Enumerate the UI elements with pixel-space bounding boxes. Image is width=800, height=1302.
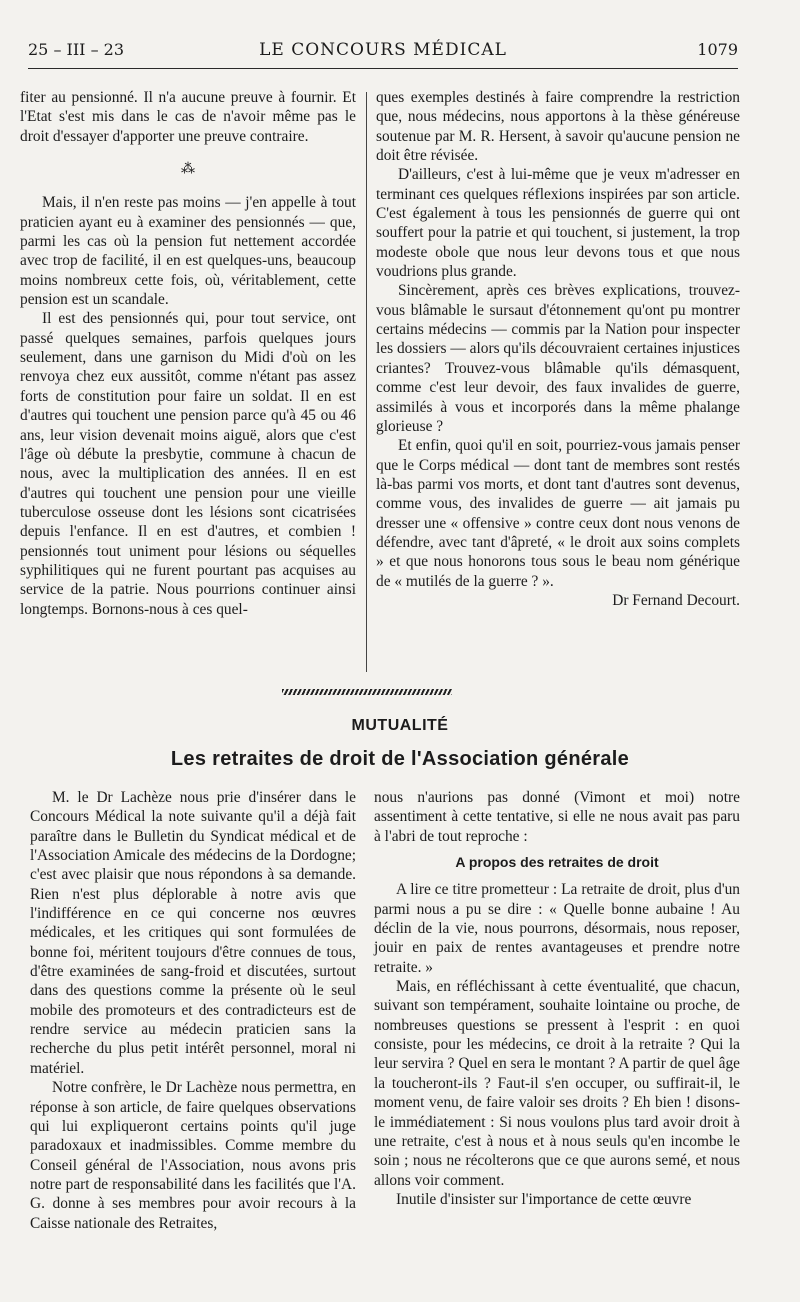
column-bottom-left <box>30 788 356 1233</box>
column-divider <box>366 92 367 672</box>
paragraph: Et enfin, quoi qu'il en soit, pourriez-vous jamais penser que le Corps médical — dont tant de membres sont restés là-bas parmi vos morts, et dont tant d'autres sont devenus, comme vous, des invalides de guerre — ait jamais pu dresser une « offensive » contre ceux dont nous venons de défendre, avec tant d'âpreté, « le droit aux soins complets » et que nous honorons tous sous le beau nom générique de « mutilés de la guerre ? ». <box>376 437 740 590</box>
page-number: 1079 <box>697 40 738 59</box>
column-bottom-right <box>374 788 740 1209</box>
paragraph: M. le Dr Lachèze nous prie d'insérer dans le Concours Médical la note suivante qu'il a déjà fait paraître dans le Bulletin du Syndicat médical et de l'Association Amicale des médecins de la Dordogne; c'est avec plaisir que nous répondons à sa demande. Rien n'est plus déplorable à notre avis que l'indifférence en ce qui concerne nos œuvres médicales, et les critiques qui sont formulées de bonne foi, méritent toujours d'être connues de tous, d'être examinées de sang-froid et discutées, surtout dans des questions comme la présente où le seul mobile des promoteurs et des contradicteurs est de rendre service au médecin praticien sans la recherche du plus petit intérêt personnel, moral ni matériel. <box>30 789 356 1077</box>
article-title: Les retraites de droit de l'Association générale <box>170 748 630 770</box>
paragraph: Inutile d'insister sur l'importance de cette œuvre <box>396 1190 692 1208</box>
paragraph: nous n'aurions pas donné (Vimont et moi) notre assentiment à cette tentative, si elle ne nous avait pas paru à l'abri de tout reproche : <box>374 789 740 845</box>
column-top-left <box>20 88 356 619</box>
section-asterism: ⁂ <box>181 162 195 178</box>
paragraph: Mais, en réfléchissant à cette éventualité, que chacun, suivant son tempérament, souhaite lointaine ou proche, de nombreuses questions se pressent à l'esprit : en quoi consiste, pour les médecins, ce droit à la retraite ? Qui la leur servira ? Quel en sera le montant ? A partir de quel âge la toucheront-ils ? Faut-il s'en occuper, ou suffirait-il, le moment venu, de faire valoir ses droits ? Eh bien ! disons-le immédiatement : Si nous voulons plus tard avoir droit à une retraite, c'est à nous et à nous seuls qu'en incombe le soin ; nous ne récolterons que ce que aurons semé, et nous allons voir comment. <box>374 978 740 1189</box>
paragraph: D'ailleurs, c'est à lui-même que je veux m'adresser en terminant ces quelques réflexions inspirées par son article. C'est également à tous les pensionnés de guerre qui ont souffert pour la patrie et qui touchent, si justement, la trop modeste obole que nous leur devons tous et que nous voudrions plus grande. <box>376 166 740 281</box>
paragraph: Mais, il n'en reste pas moins — j'en appelle à tout praticien ayant eu à examiner des pensionnés — que, parmi les cas où la pension fut nettement accordée avec trop de facilité, il en est quelques-uns, beaucoup moins nombreux cette fois, où, véritablement, cette pension est un scandale. <box>20 194 356 309</box>
running-header <box>28 38 738 69</box>
journal-title: LE CONCOURS MÉDICAL <box>259 40 507 60</box>
paragraph: A lire ce titre prometteur : La retraite de droit, plus d'un parmi nous a pu se dire : « Quelle bonne aubaine ! Au déclin de la vie, nous pourrons, désormais, nous reposer, jouir en paix de rentes avantageuses et prendre notre retraite. » <box>374 881 740 976</box>
author-signature: Dr Fernand Decourt. <box>612 591 740 609</box>
ornamental-rule <box>282 689 452 695</box>
paragraph: Sincèrement, après ces brèves explications, trouvez-vous blâmable le sursaut d'étonnement qu'ont pu montrer certains médecins — commis par la Nation pour inspecter les dossiers — alors qu'ils découvraient certaines injustices criantes? Trouvez-vous blâmable qu'ils démasquent, comme c'est leur devoir, des faux invalides de guerre, assimilés à vous et incorporés dans la même phalange glorieuse ? <box>376 282 740 435</box>
paragraph: Il est des pensionnés qui, pour tout service, ont passé quelques semaines, parfois quelques jours seulement, dans une garnison du Midi d'où on les renvoya chez eux aussitôt, comme n'étant pas assez forts de constitution pour faire un soldat. Il en est d'autres qui touchent une pension parce qu'à 45 ou 46 ans, leur vision devenait moins aiguë, alors que c'est l'âge où débute la presbytie, commune à chacun de nous, avec la multiplication des années. Il en est d'autres qui touchent une pension pour une vieille tuberculose osseuse dont les lésions sont cicatrisées depuis l'enfance. Il en est d'autres, et combien ! pensionnés tout uniment pour lésions ou séquelles syphilitiques qui ne furent pourtant pas acquises au service de la patrie. Nous pourrions continuer ainsi longtemps. Bornons-nous à ces quel- <box>20 310 356 618</box>
column-top-right <box>376 88 740 610</box>
paragraph: Notre confrère, le Dr Lachèze nous permettra, en réponse à son article, de faire quelques observations qui lui expliqueront certains points qu'il juge paradoxaux et inadmissibles. Comme membre du Conseil général de l'Association, nous avons pris notre part de responsabilité dans les facilités que l'A. G. donne à ses membres pour avoir recours à la Caisse nationale des Retraites, <box>30 1079 356 1232</box>
issue-date: 25 – III – 23 <box>28 40 125 59</box>
subheading: A propos des retraites de droit <box>455 854 659 871</box>
section-title: MUTUALITÉ <box>351 717 449 734</box>
paragraph: ques exemples destinés à faire comprendre la restriction que, nous médecins, nous apportons à la thèse généreuse soutenue par M. R. Hersent, à savoir qu'aucune pension ne doit être révisée. <box>376 89 740 165</box>
paragraph: fiter au pensionné. Il n'a aucune preuve à fournir. Et l'Etat s'est mis dans le cas de n'avoir même pas le droit d'essayer d'apporter une preuve contraire. <box>20 89 356 145</box>
